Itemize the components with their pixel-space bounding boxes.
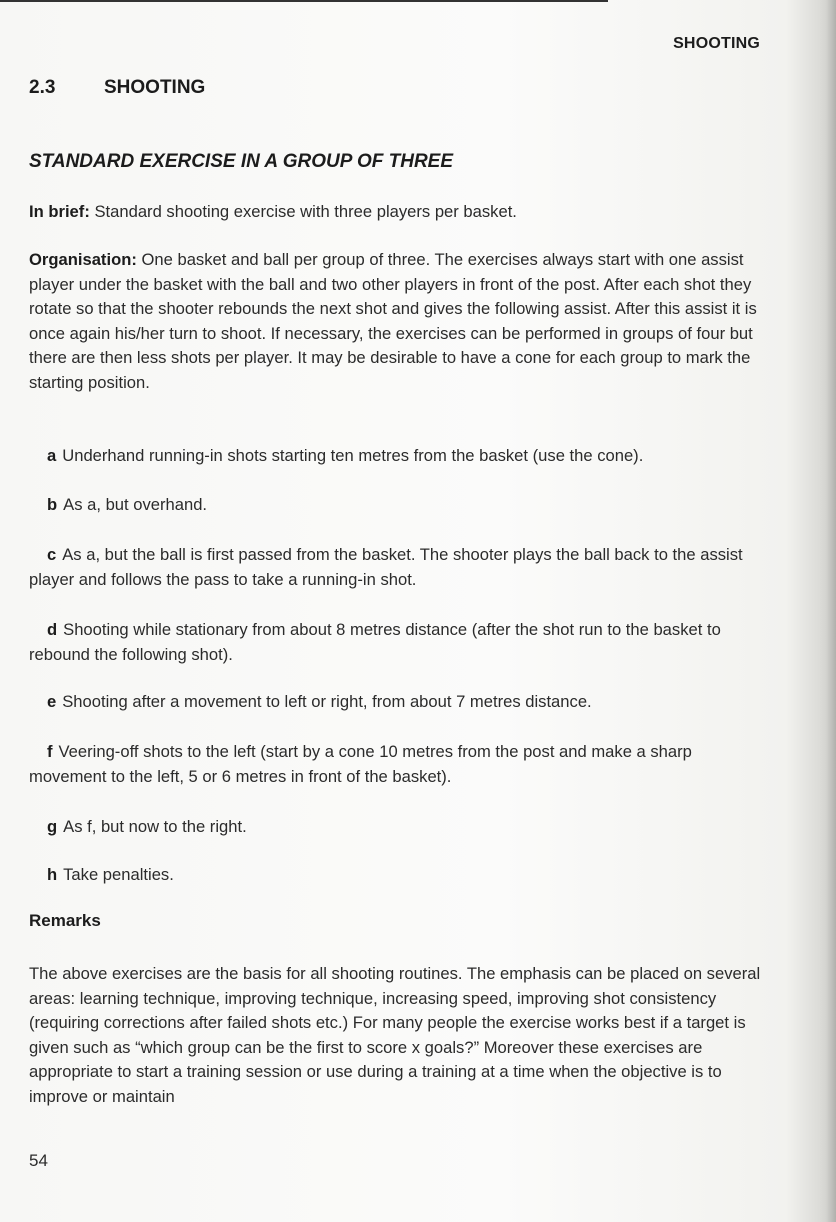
item-text: Veering-off shots to the left (start by a cone 10 metres from the post and make a sharp movement to the left, 5 or 6 metres in front of the basket).: [29, 742, 692, 786]
in-brief-paragraph: [29, 200, 765, 225]
exercise-item-h: [29, 863, 765, 888]
item-text: As a, but the ball is first passed from the basket. The shooter plays the ball back to the assist player and follows the pass to take a running-in shot.: [29, 545, 743, 589]
exercise-item-g: [29, 815, 765, 840]
item-text: As a, but overhand.: [63, 495, 208, 514]
item-text: As f, but now to the right.: [63, 817, 247, 836]
remarks-paragraph: The above exercises are the basis for all shooting routines. The emphasis can be placed on several areas: learning technique, improving technique, increasing speed, improving shot consistency (requiring corrections after failed shots etc.) For many people the exercise works best if a target is given such as “which group can be the first to score x goals?” Moreover these exercises are appropriate to start a training session or use during a training at a time when the objective is to improve or maintain: [29, 964, 761, 1106]
organisation-paragraph: [29, 248, 765, 396]
item-text: Underhand running-in shots starting ten metres from the basket (use the cone).: [62, 446, 644, 465]
remarks-heading: Remarks: [29, 911, 101, 930]
item-text: Take penalties.: [63, 865, 174, 884]
item-text: Shooting after a movement to left or right, from about 7 metres distance.: [62, 692, 592, 711]
item-text: Shooting while stationary from about 8 metres distance (after the shot run to the basket to rebound the following shot).: [29, 620, 721, 664]
section-number: 2.3: [29, 77, 56, 98]
in-brief-text: Standard shooting exercise with three players per basket.: [94, 202, 517, 221]
organisation-label: Organisation:: [29, 250, 137, 269]
item-letter: d: [47, 620, 58, 639]
top-rule: [0, 0, 608, 2]
section-title: SHOOTING: [104, 77, 206, 98]
item-letter: e: [47, 692, 57, 711]
item-letter: g: [47, 817, 58, 836]
organisation-text: One basket and ball per group of three. The exercises always start with one assist player under the basket with the ball and two other players in front of the post. After each shot they rotate so that the shooter rebounds the next shot and gives the following assist. After this assist it is once again his/her turn to shoot. If necessary, the exercises can be performed in groups of four but there are then less shots per player. It may be desirable to have a cone for each group to mark the starting position.: [29, 250, 757, 392]
exercise-item-d: [29, 618, 765, 667]
exercise-title: STANDARD EXERCISE IN A GROUP OF THREE: [29, 151, 454, 172]
item-letter: h: [47, 865, 58, 884]
exercise-item-a: [29, 444, 765, 469]
page-edge-shadow: [826, 0, 836, 1222]
exercise-item-b: [29, 493, 765, 518]
item-letter: a: [47, 446, 57, 465]
item-letter: f: [47, 742, 53, 761]
item-letter: b: [47, 495, 58, 514]
exercise-item-c: [29, 543, 765, 592]
exercise-item-e: [29, 690, 765, 715]
section-heading: [29, 77, 205, 99]
page-number: 54: [29, 1151, 48, 1170]
running-head: SHOOTING: [673, 35, 760, 52]
item-letter: c: [47, 545, 57, 564]
exercise-item-f: [29, 740, 765, 789]
in-brief-label: In brief:: [29, 202, 90, 221]
